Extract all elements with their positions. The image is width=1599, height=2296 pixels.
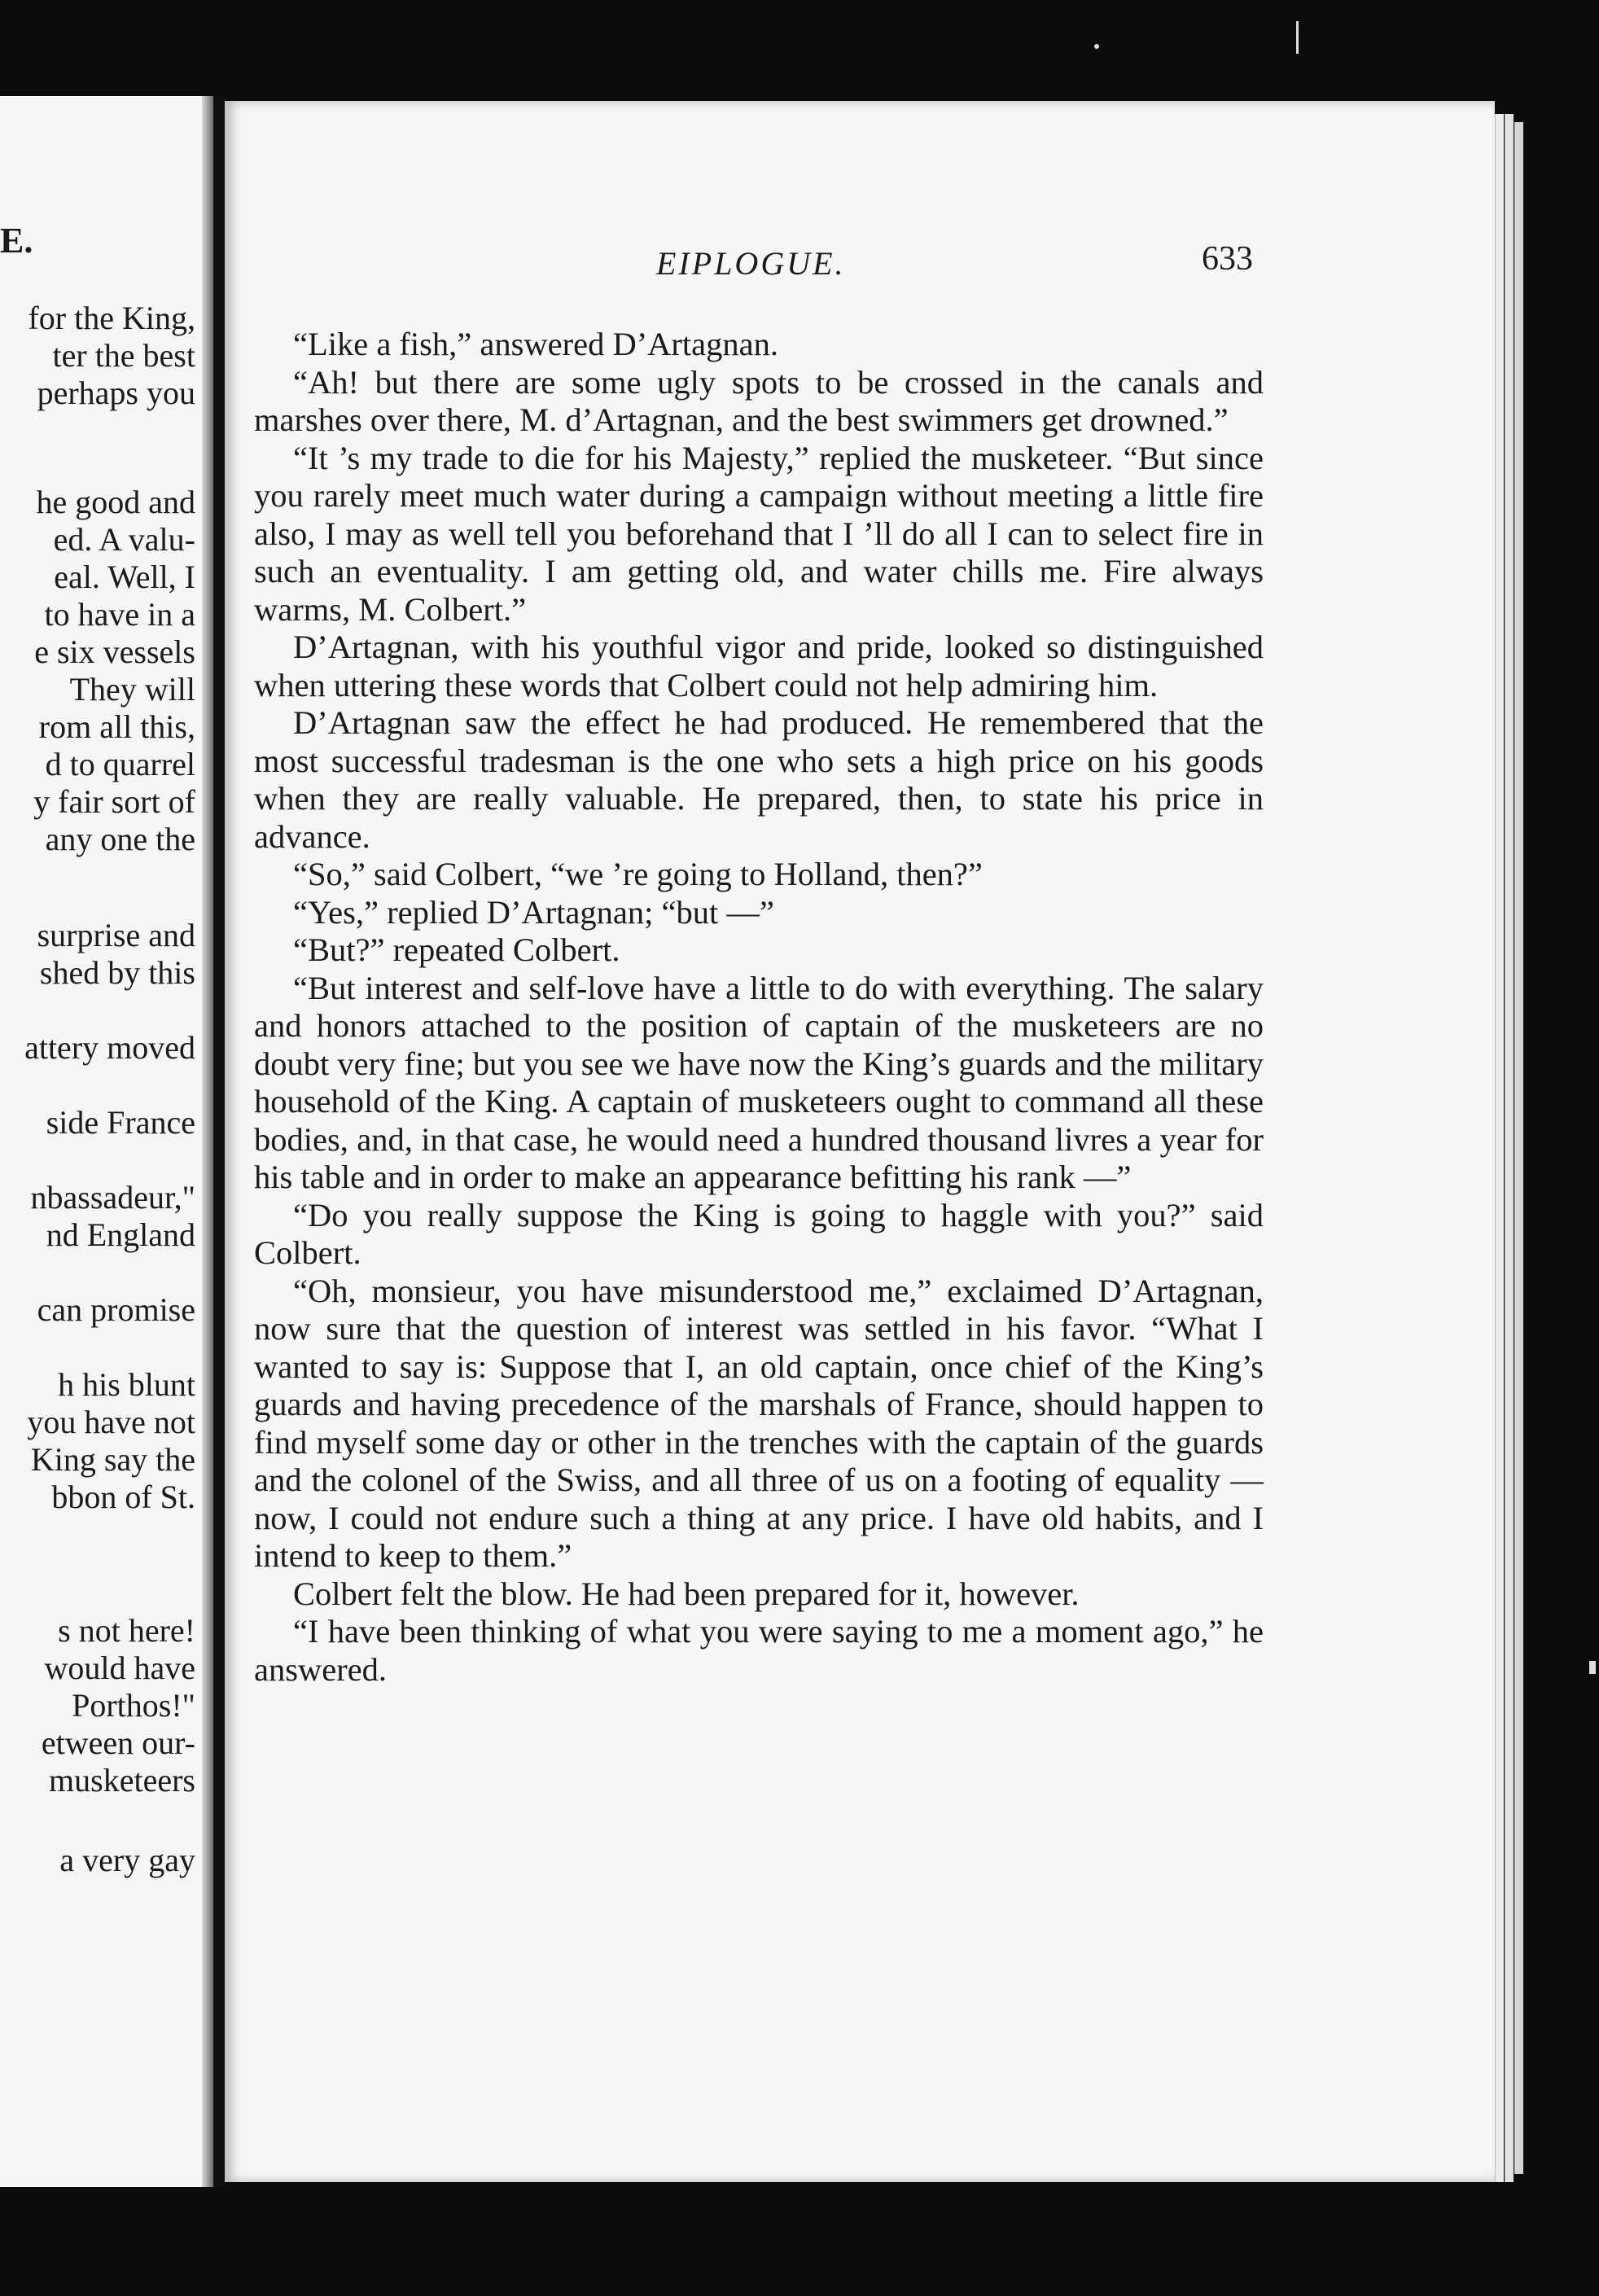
scan-mark-dot xyxy=(1094,44,1099,49)
page-stack-edge xyxy=(1505,114,1514,2182)
page-gap xyxy=(213,96,225,2187)
left-page-line: etween our- xyxy=(41,1724,195,1761)
body-paragraph: Colbert felt the blow. He had been prepared for it, however. xyxy=(293,1575,1080,1612)
left-page-line: rom all this, xyxy=(38,708,195,745)
left-page-line: ed. A valu- xyxy=(53,521,195,558)
left-page-line: King say the xyxy=(30,1441,195,1478)
body-paragraph: D’Artagnan saw the effect he had produced. He remembered that the most successful tradesman is the one who sets a high price on his goods when they are really valuable. He prepared, then, to state his price in advance. xyxy=(254,704,1264,855)
left-page-line: h his blunt xyxy=(58,1366,195,1403)
left-page-line: s not here! xyxy=(58,1612,195,1649)
body-paragraph: D’Artagnan, with his youthful vigor and pride, looked so distinguished when uttering these words that Colbert could not help admiring him. xyxy=(254,629,1264,703)
running-head: EIPLOGUE. xyxy=(656,245,846,282)
left-page-line: surprise and xyxy=(37,917,195,953)
left-page-line: nd England xyxy=(46,1216,195,1253)
left-page-line: d to quarrel xyxy=(45,746,195,782)
left-page-line: Porthos!" xyxy=(72,1687,195,1724)
left-page-line: attery moved xyxy=(24,1029,195,1066)
left-page-line: to have in a xyxy=(44,596,195,633)
left-page-line: any one the xyxy=(45,821,195,857)
page-number: 633 xyxy=(1202,240,1253,278)
left-page-line: y fair sort of xyxy=(33,783,195,820)
body-paragraph: “Like a fish,” answered D’Artagnan. xyxy=(293,326,778,362)
left-page-line: bbon of St. xyxy=(51,1479,195,1515)
left-page-line: nbassadeur," xyxy=(30,1179,195,1216)
book-gutter-shadow xyxy=(202,96,213,2187)
left-page-line: ter the best xyxy=(52,337,195,374)
page-stack-edge xyxy=(1514,122,1523,2174)
body-paragraph: “But?” repeated Colbert. xyxy=(293,931,620,968)
left-page-line: musketeers xyxy=(49,1762,195,1799)
scan-mark-top xyxy=(1296,21,1299,54)
body-paragraph: “Yes,” replied D’Artagnan; “but —” xyxy=(293,893,774,931)
left-page-line: side France xyxy=(46,1104,195,1141)
left-page-fragment xyxy=(0,96,213,2187)
left-page-line: perhaps you xyxy=(37,375,195,411)
scan-mark-side xyxy=(1589,1661,1596,1674)
body-paragraph: “So,” said Colbert, “we ’re going to Holland, then?” xyxy=(293,856,983,892)
body-paragraph: “Ah! but there are some ugly spots to be crossed in the canals and marshes over there, M. d’Artagnan, and the best swimmers get drowned.” xyxy=(254,363,1264,438)
left-page-line: would have xyxy=(44,1650,195,1686)
page-body-text xyxy=(254,326,1264,1689)
body-paragraph: “But interest and self-love have a little to do with everything. The salary and honors attached to the position of captain of the musketeers are no doubt very fine; but you see we have now the King’s guards and the military household of the King. A captain of musketeers ought to command all these bodies, and, in that case, he would need a hundred thousand livres a year for his table and in order to make an appearance befitting his rank —” xyxy=(254,969,1264,1195)
body-paragraph: “Do you really suppose the King is going to haggle with you?” said Colbert. xyxy=(254,1196,1264,1271)
left-page-line: eal. Well, I xyxy=(54,559,195,595)
page-stack-edge xyxy=(1495,114,1504,2182)
body-paragraph: “It ’s my trade to die for his Majesty,” replied the musketeer. “But since you rarely meet much water during a campaign without meeting a little fire also, I may as well tell you beforehand that I ’ll do all I can to select fire in such an eventuality. I am getting old, and water chills me. Fire always warms, M. Colbert.” xyxy=(254,439,1264,628)
left-page-line: for the King, xyxy=(28,300,195,336)
left-page-line: They will xyxy=(69,671,195,708)
body-paragraph: “Oh, monsieur, you have misunderstood me,” exclaimed D’Artagnan, now sure that the question of interest was settled in his favor. “What I wanted to say is: Suppose that I, an old captain, once chief of the King’s guards and having precedence of the marshals of France, should happen to find myself some day or other in the trenches with the captain of the guards and the colonel of the Swiss, and all three of us on a footing of equality — now, I could not endure such a thing at any price. I have old habits, and I intend to keep to them.” xyxy=(254,1272,1264,1574)
left-page-line: can promise xyxy=(37,1291,195,1328)
left-page-line: he good and xyxy=(36,484,195,520)
left-page-line: e six vessels xyxy=(34,633,195,670)
left-page-line: a very gay xyxy=(59,1842,195,1878)
left-page-line: you have not xyxy=(27,1404,195,1440)
body-paragraph: “I have been thinking of what you were saying to me a moment ago,” he answered. xyxy=(254,1613,1264,1688)
left-page-heading-fragment: E. xyxy=(0,221,33,261)
left-page-line: shed by this xyxy=(39,954,195,991)
right-page xyxy=(225,101,1495,2182)
